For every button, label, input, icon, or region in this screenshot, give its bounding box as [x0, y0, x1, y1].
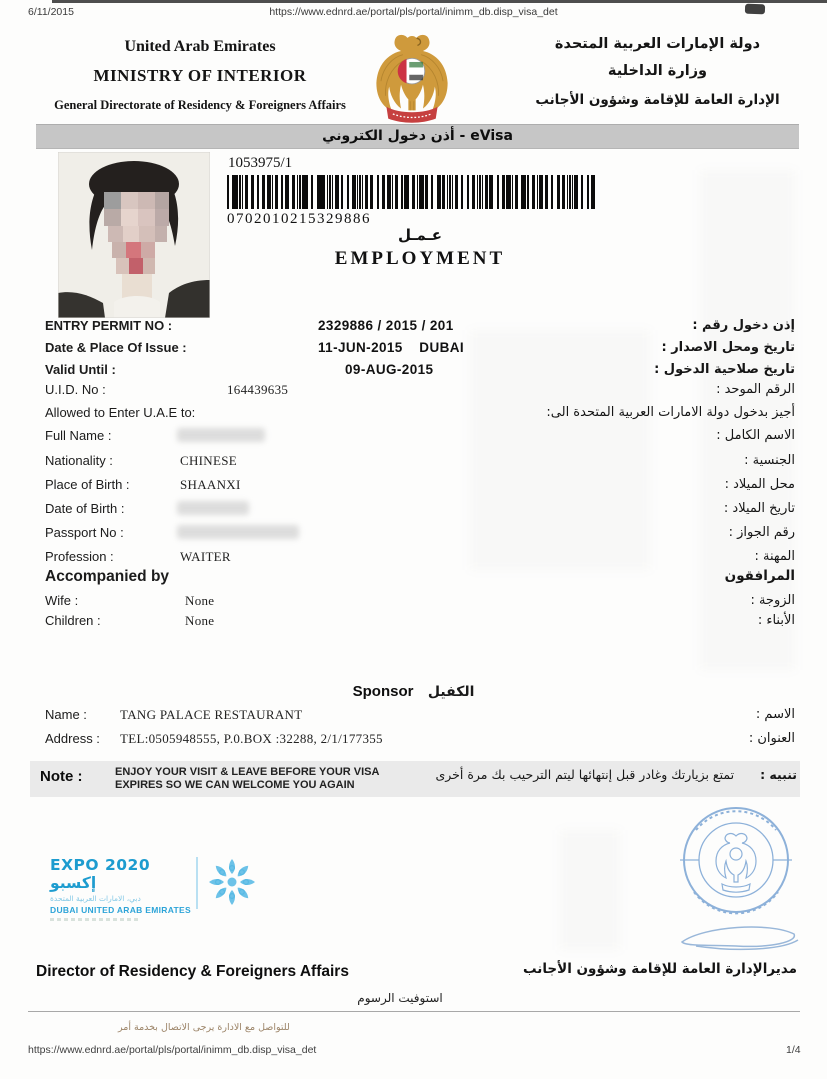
label-ar: أجيز بدخول دولة الامارات العربية المتحدة الى: [546, 405, 795, 420]
label-en: Profession : [45, 549, 114, 564]
note-text-ar: تمتع بزيارتك وغادر قبل إنتهائها ليتم الترحيب بك مرة أخرى [435, 767, 735, 782]
value: TANG PALACE RESTAURANT [120, 707, 303, 722]
value: 11-JUN-2015 DUBAI [318, 340, 465, 355]
note-text-line2: EXPIRES SO WE CAN WELCOME YOU AGAIN [115, 779, 355, 791]
official-round-stamp [668, 796, 808, 966]
director-title-ar: مديرالإدارة العامة للإقامة وشؤون الأجانب [523, 961, 797, 977]
fees-collected-note: استوفيت الرسوم [357, 991, 443, 1005]
directorate-name-ar: الإدارة العامة للإقامة وشؤون الأجانب [535, 92, 780, 108]
label-en: Place of Birth : [45, 477, 130, 492]
evisa-title-banner: أذن دخول الكتروني - eVisa [36, 124, 799, 149]
value: CHINESE [180, 453, 237, 468]
label-en: Name : [45, 707, 87, 722]
expo-line4-faint [50, 918, 140, 921]
redacted-value [177, 501, 249, 515]
value: WAITER [180, 549, 231, 564]
label-ar: المهنة : [754, 549, 795, 564]
row-children [45, 613, 795, 631]
note-band [30, 761, 800, 797]
label-ar: العنوان : [748, 731, 795, 746]
note-text-line1: ENJOY YOUR VISIT & LEAVE BEFORE YOUR VISA [115, 766, 380, 778]
label-en: Passport No : [45, 525, 124, 540]
value: SHAANXI [180, 477, 241, 492]
row-sponsor-address [45, 731, 795, 749]
row-valid-until [45, 362, 795, 380]
label-ar: الاسم : [755, 707, 795, 722]
label-en: Allowed to Enter U.A.E to: [45, 405, 196, 420]
row-profession [45, 549, 795, 567]
value: TEL:0505948555, P.0.BOX :32288, 2/1/177355 [120, 731, 383, 746]
expo2020-logo-text [50, 856, 195, 921]
accompanied-heading-ar: المرافقون [724, 568, 795, 584]
row-place-of-birth [45, 477, 795, 495]
label-en: Valid Until : [45, 362, 116, 377]
row-uid-no [45, 382, 795, 400]
note-label-ar: تنبيه : [760, 767, 797, 782]
expo-line3: DUBAI UNITED ARAB EMIRATES [50, 905, 191, 915]
label-ar: الزوجة : [750, 593, 795, 608]
accompanied-heading-en: Accompanied by [45, 568, 170, 585]
label-ar: تاريخ صلاحية الدخول : [654, 362, 795, 377]
note-text-en [115, 766, 379, 792]
redacted-value [177, 525, 299, 539]
value: 164439635 [227, 382, 289, 397]
label-en: Nationality : [45, 453, 113, 468]
value: 2329886 / 2015 / 201 [318, 318, 454, 333]
label-ar: رقم الجواز : [728, 525, 795, 540]
expo-logo-separator [196, 857, 198, 909]
scan-artifact-topline [52, 0, 827, 3]
label-ar: الرقم الموحد : [716, 382, 795, 397]
expo-line1: EXPO 2020 إكسبو [50, 856, 151, 892]
ministry-name-ar: وزارة الداخلية [607, 63, 708, 79]
row-full-name [45, 428, 795, 446]
letterhead-arabic [505, 36, 810, 108]
value: None [185, 613, 215, 628]
ministry-name-en: MINISTRY OF INTERIOR [93, 66, 307, 85]
print-header-url: https://www.ednrd.ae/portal/pls/portal/inimm_db.disp_visa_det [269, 6, 558, 18]
label-en: Date & Place Of Issue : [45, 340, 187, 355]
applicant-photo [58, 152, 210, 318]
expo-line2: دبي، الامارات العربية المتحدة [50, 894, 141, 903]
label-en: Date of Birth : [45, 501, 125, 516]
sponsor-heading-ar: الكفيل [427, 684, 475, 700]
footer-divider [28, 1011, 800, 1012]
note-arabic [435, 767, 797, 782]
value: 09-AUG-2015 [345, 362, 434, 377]
sponsor-heading-en: Sponsor [352, 683, 414, 700]
row-accompanied-heading [45, 568, 795, 588]
barcode [227, 175, 595, 209]
label-en: Children : [45, 613, 101, 628]
visa-type-english: EMPLOYMENT [334, 248, 506, 269]
label-ar: إذن دخول رقم : [692, 318, 795, 333]
sponsor-heading [0, 683, 827, 701]
label-ar: تاريخ ومحل الاصدار : [661, 340, 795, 355]
country-name-en: United Arab Emirates [124, 38, 276, 55]
label-ar: الاسم الكامل : [716, 428, 795, 443]
row-wife [45, 593, 795, 611]
letterhead-english [20, 38, 380, 113]
label-ar: محل الميلاد : [724, 477, 795, 492]
scan-ghosting [560, 830, 620, 950]
label-en: ENTRY PERMIT NO : [45, 318, 173, 333]
label-ar: الجنسية : [744, 453, 795, 468]
barcode-number: 0702010215329886 [227, 211, 371, 227]
director-title-en: Director of Residency & Foreigners Affairs [36, 963, 349, 980]
row-sponsor-name [45, 707, 795, 725]
print-footer-url: https://www.ednrd.ae/portal/pls/portal/inimm_db.disp_visa_det [28, 1044, 317, 1056]
visa-type-arabic: عـمـل [398, 226, 442, 244]
uae-falcon-emblem-icon [368, 30, 456, 125]
expo-flower-icon [206, 856, 258, 908]
directorate-name-en: General Directorate of Residency & Foreigners Affairs [54, 98, 346, 112]
print-date: 6/11/2015 [28, 6, 74, 18]
visa-type [235, 226, 605, 270]
row-entry-permit-no [45, 318, 795, 336]
label-en: Full Name : [45, 428, 112, 443]
value: None [185, 593, 215, 608]
file-number: 1053975/1 [228, 155, 293, 171]
row-date-place-issue [45, 340, 795, 358]
row-date-of-birth [45, 501, 795, 519]
label-ar: تاريخ الميلاد : [723, 501, 795, 516]
redacted-value [177, 428, 265, 442]
contact-note-ar: للتواصل مع الادارة يرجى الاتصال بخدمة أمر [118, 1022, 290, 1033]
row-passport-no [45, 525, 795, 543]
page-number: 1/4 [786, 1044, 801, 1056]
note-label-en: Note : [40, 768, 83, 785]
label-en: U.I.D. No : [45, 382, 106, 397]
label-en: Wife : [45, 593, 79, 608]
row-allowed-to-enter [45, 405, 795, 423]
row-nationality [45, 453, 795, 471]
country-name-ar: دولة الإمارات العربية المتحدة [554, 36, 761, 52]
label-en: Address : [45, 731, 100, 746]
label-ar: الأبناء : [757, 613, 795, 628]
